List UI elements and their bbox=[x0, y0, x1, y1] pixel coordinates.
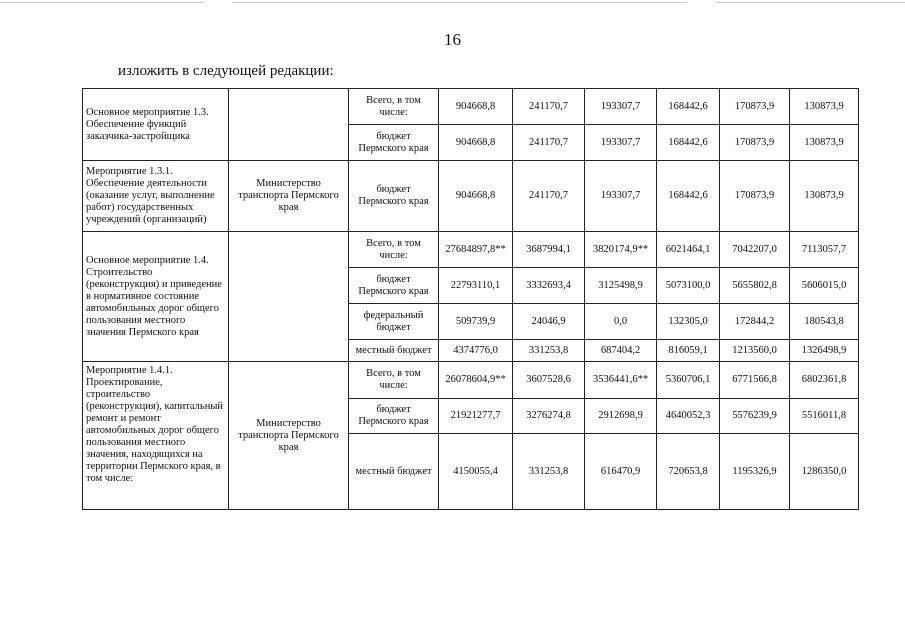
value-cell: 21921277,7 bbox=[439, 399, 513, 434]
value-cell: 331253,8 bbox=[513, 434, 585, 510]
value-cell: 687404,2 bbox=[585, 340, 657, 362]
value-cell: 5360706,1 bbox=[657, 362, 720, 399]
value-cell: 904668,8 bbox=[439, 161, 513, 232]
value-cell: 24046,9 bbox=[513, 304, 585, 340]
value-cell: 5073100,0 bbox=[657, 268, 720, 304]
value-cell: 3687994,1 bbox=[513, 232, 585, 268]
executor-cell: Министерство транспорта Пермского края bbox=[229, 161, 349, 232]
value-cell: 5606015,0 bbox=[790, 268, 859, 304]
value-cell: 170873,9 bbox=[720, 161, 790, 232]
value-cell: 170873,9 bbox=[720, 89, 790, 125]
activity-name-cell: Мероприятие 1.4.1. Проектирование, строительство (реконструкция), капитальный ремонт и ремонт автомобильных дорог общего пользования местного значения, находящихся на территории Пермского края, в том числе: bbox=[83, 362, 229, 510]
table-row bbox=[83, 232, 859, 268]
value-cell: 180543,8 bbox=[790, 304, 859, 340]
value-cell: 4640052,3 bbox=[657, 399, 720, 434]
executor-cell bbox=[229, 89, 349, 161]
value-cell: 3820174,9** bbox=[585, 232, 657, 268]
value-cell: 816059,1 bbox=[657, 340, 720, 362]
activity-name-cell: Основное мероприятие 1.3. Обеспечение функций заказчика-застройщика bbox=[83, 89, 229, 161]
activity-name-cell: Мероприятие 1.3.1. Обеспечение деятельности (оказание услуг, выполнение работ) государственных учреждений (организаций) bbox=[83, 161, 229, 232]
value-cell: 616470,9 bbox=[585, 434, 657, 510]
value-cell: 26078604,9** bbox=[439, 362, 513, 399]
executor-cell bbox=[229, 232, 349, 362]
value-cell: 904668,8 bbox=[439, 125, 513, 161]
executor-cell: Министерство транспорта Пермского края bbox=[229, 362, 349, 510]
funding-source-cell: федеральный бюджет bbox=[349, 304, 439, 340]
value-cell: 3332693,4 bbox=[513, 268, 585, 304]
value-cell: 193307,7 bbox=[585, 125, 657, 161]
value-cell: 5655802,8 bbox=[720, 268, 790, 304]
funding-source-cell: местный бюджет bbox=[349, 434, 439, 510]
funding-source-cell: местный бюджет bbox=[349, 340, 439, 362]
value-cell: 0,0 bbox=[585, 304, 657, 340]
value-cell: 1326498,9 bbox=[790, 340, 859, 362]
table-row bbox=[83, 362, 859, 399]
table-row bbox=[83, 89, 859, 125]
value-cell: 168442,6 bbox=[657, 89, 720, 125]
funding-source-cell: Всего, в том числе: bbox=[349, 89, 439, 125]
value-cell: 1286350,0 bbox=[790, 434, 859, 510]
value-cell: 720653,8 bbox=[657, 434, 720, 510]
value-cell: 168442,6 bbox=[657, 125, 720, 161]
funding-source-cell: бюджет Пермского края bbox=[349, 161, 439, 232]
value-cell: 172844,2 bbox=[720, 304, 790, 340]
value-cell: 170873,9 bbox=[720, 125, 790, 161]
value-cell: 5516011,8 bbox=[790, 399, 859, 434]
budget-table bbox=[82, 88, 859, 510]
value-cell: 22793110,1 bbox=[439, 268, 513, 304]
funding-source-cell: бюджет Пермского края bbox=[349, 399, 439, 434]
value-cell: 509739,9 bbox=[439, 304, 513, 340]
value-cell: 3536441,6** bbox=[585, 362, 657, 399]
value-cell: 3607528,6 bbox=[513, 362, 585, 399]
value-cell: 241170,7 bbox=[513, 89, 585, 125]
value-cell: 132305,0 bbox=[657, 304, 720, 340]
value-cell: 6771566,8 bbox=[720, 362, 790, 399]
top-rule-left bbox=[0, 2, 205, 3]
value-cell: 5576239,9 bbox=[720, 399, 790, 434]
value-cell: 241170,7 bbox=[513, 125, 585, 161]
value-cell: 27684897,8** bbox=[439, 232, 513, 268]
value-cell: 130873,9 bbox=[790, 89, 859, 125]
activity-name-cell: Основное мероприятие 1.4. Строительство (реконструкция) и приведение в нормативное состояние автомобильных дорог общего пользования местного значения Пермского края bbox=[83, 232, 229, 362]
value-cell: 6802361,8 bbox=[790, 362, 859, 399]
value-cell: 193307,7 bbox=[585, 89, 657, 125]
value-cell: 2912698,9 bbox=[585, 399, 657, 434]
lead-text: изложить в следующей редакции: bbox=[118, 63, 334, 79]
value-cell: 130873,9 bbox=[790, 125, 859, 161]
value-cell: 241170,7 bbox=[513, 161, 585, 232]
funding-source-cell: бюджет Пермского края bbox=[349, 125, 439, 161]
page-number: 16 bbox=[444, 30, 461, 49]
value-cell: 904668,8 bbox=[439, 89, 513, 125]
funding-source-cell: Всего, в том числе: bbox=[349, 232, 439, 268]
value-cell: 4150055,4 bbox=[439, 434, 513, 510]
value-cell: 3276274,8 bbox=[513, 399, 585, 434]
value-cell: 7113057,7 bbox=[790, 232, 859, 268]
value-cell: 331253,8 bbox=[513, 340, 585, 362]
top-rule-center bbox=[232, 2, 687, 3]
value-cell: 168442,6 bbox=[657, 161, 720, 232]
value-cell: 4374776,0 bbox=[439, 340, 513, 362]
value-cell: 1195326,9 bbox=[720, 434, 790, 510]
value-cell: 3125498,9 bbox=[585, 268, 657, 304]
top-rule-right bbox=[715, 2, 905, 3]
value-cell: 7042207,0 bbox=[720, 232, 790, 268]
value-cell: 193307,7 bbox=[585, 161, 657, 232]
funding-source-cell: Всего, в том числе: bbox=[349, 362, 439, 399]
value-cell: 1213560,0 bbox=[720, 340, 790, 362]
table-row bbox=[83, 161, 859, 232]
funding-source-cell: бюджет Пермского края bbox=[349, 268, 439, 304]
value-cell: 130873,9 bbox=[790, 161, 859, 232]
value-cell: 6021464,1 bbox=[657, 232, 720, 268]
